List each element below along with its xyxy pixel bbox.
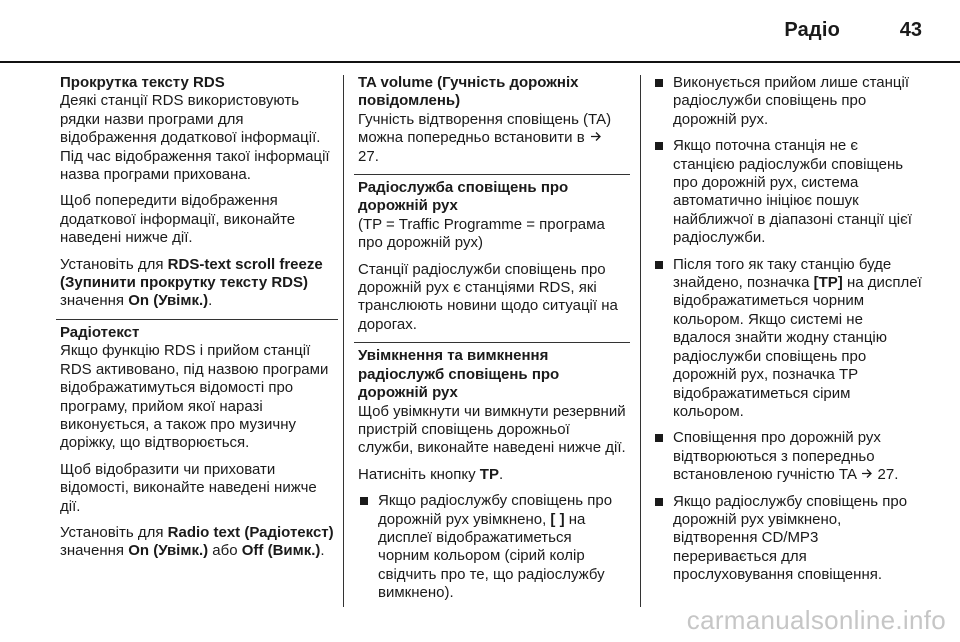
tp-indicator: [TP] (813, 274, 843, 292)
section-rule (354, 342, 630, 343)
bullet-square-icon (655, 434, 663, 442)
list-item: Сповіщення про дорожній рух відтворюються з попередньо встановленою гучністю TA 27. (653, 429, 923, 484)
page-number: 43 (899, 19, 922, 41)
section-rule (354, 174, 630, 175)
paragraph: (TP = Traffic Programme = програма про дорожній рух) (358, 215, 605, 252)
list-item: Виконується прийом лише станції радіослужби сповіщень про дорожній рух. (653, 74, 923, 129)
page-header (0, 0, 960, 50)
list-item: Якщо радіослужбу сповіщень про дорожній рух увімкнено, відтворення CD/MP3 переривається для прослуховування сповіщення. (653, 493, 923, 585)
page-reference: 27 (358, 147, 375, 165)
section-heading-radiotext: Радіотекст (60, 323, 140, 341)
value-on: On (Увімк.) (128, 542, 209, 560)
section-heading-traffic-service: Радіослужба сповіщень про дорожній рух (358, 179, 569, 215)
paragraph: Установіть для Radio text (Радіотекст) значення On (Увімк.) або Off (Вимк.). (60, 523, 334, 560)
page-title: Радіо (784, 19, 840, 41)
bullet-square-icon (655, 142, 663, 150)
value-on: On (Увімк.) (128, 292, 209, 310)
watermark: carmanualsonline.info (686, 605, 946, 635)
paragraph: Гучність відтворення сповіщень (TA) можна попередньо встановити в 27. (358, 110, 612, 165)
list-item: Після того як таку станцію буде знайдено, позначка [TP] на дисплеї відображатиметься чорним кольором. Якщо системі не вдалося знайти жодну станцію радіослужби сповіщень про дорожній рух, позначка TP відображатиметься сірим кольором. (653, 256, 923, 422)
bullet-square-icon (655, 79, 663, 87)
page-reference: 27 (877, 466, 895, 484)
column-2 (358, 74, 626, 611)
bullet-square-icon (655, 498, 663, 506)
section-heading-traffic-toggle: Увімкнення та вимкнення радіослужб сповіщень про дорожній рух (358, 347, 560, 402)
list-item: Якщо радіослужбу сповіщень про дорожній рух увімкнено, [ ] на дисплеї відображатиметься чорним кольором (сірий колір свідчить про те, що радіослужбу вимкнено). (358, 492, 626, 602)
header-rule (0, 61, 960, 63)
bullet-list (358, 492, 626, 602)
paragraph: Щоб увімкнути чи вимкнути резервний пристрій сповіщень дорожньої служби, виконайте наведені нижче дії. (358, 402, 626, 457)
bullet-list (653, 74, 923, 585)
page-reference-arrow-icon (860, 467, 873, 480)
paragraph: Деякі станції RDS використовують рядки назви програми для відображення додаткової інформації. Під час відображення такої інформації назва програми прихована. (60, 92, 330, 184)
paragraph: Якщо функцію RDS і прийом станції RDS активовано, під назвою програми відображатимуться відомості про програму, прийом якої наразі виконується, а також про музичну доріжку, що відтворюється. (60, 342, 329, 452)
page-reference-arrow-icon (589, 130, 602, 143)
column-divider (343, 75, 344, 607)
paragraph: Щоб попередити відображення додаткової інформації, виконайте наведені нижче дії. (60, 192, 296, 247)
list-item: Якщо поточна станція не є станцією радіослужби сповіщень про дорожній рух, система автоматично ініціює пошук найближчої в діапазоні станції цієї радіослужби. (653, 137, 923, 247)
menu-option-rds-scroll: RDS-text scroll freeze (Зупинити прокрутку тексту RDS) (60, 255, 323, 292)
section-heading-rds-scroll: Прокрутка тексту RDS (60, 74, 225, 91)
bullet-square-icon (360, 497, 368, 505)
value-off: Off (Вимк.) (241, 542, 321, 560)
bullet-square-icon (655, 261, 663, 269)
paragraph: Станції радіослужби сповіщень про дорожній рух є станціями RDS, які транслюють новини щодо ситуації на дорогах. (358, 260, 618, 333)
display-indicator: [ ] (550, 510, 565, 528)
column-divider (640, 75, 641, 607)
tp-button-label: TP (479, 465, 499, 483)
paragraph: Натисніть кнопку TP. (358, 465, 504, 483)
paragraph: Щоб відобразити чи приховати відомості, виконайте наведені нижче дії. (60, 460, 317, 515)
column-3 (653, 74, 923, 593)
section-rule (56, 319, 338, 320)
menu-option-radio-text: Radio text (Радіотекст) (167, 523, 334, 541)
section-heading-ta-volume: TA volume (Гучність дорожніх повідомлень) (358, 74, 579, 110)
column-1 (60, 74, 334, 569)
paragraph: Установіть для RDS-text scroll freeze (Зупинити прокрутку тексту RDS) значення On (Увімк.). (60, 255, 323, 310)
